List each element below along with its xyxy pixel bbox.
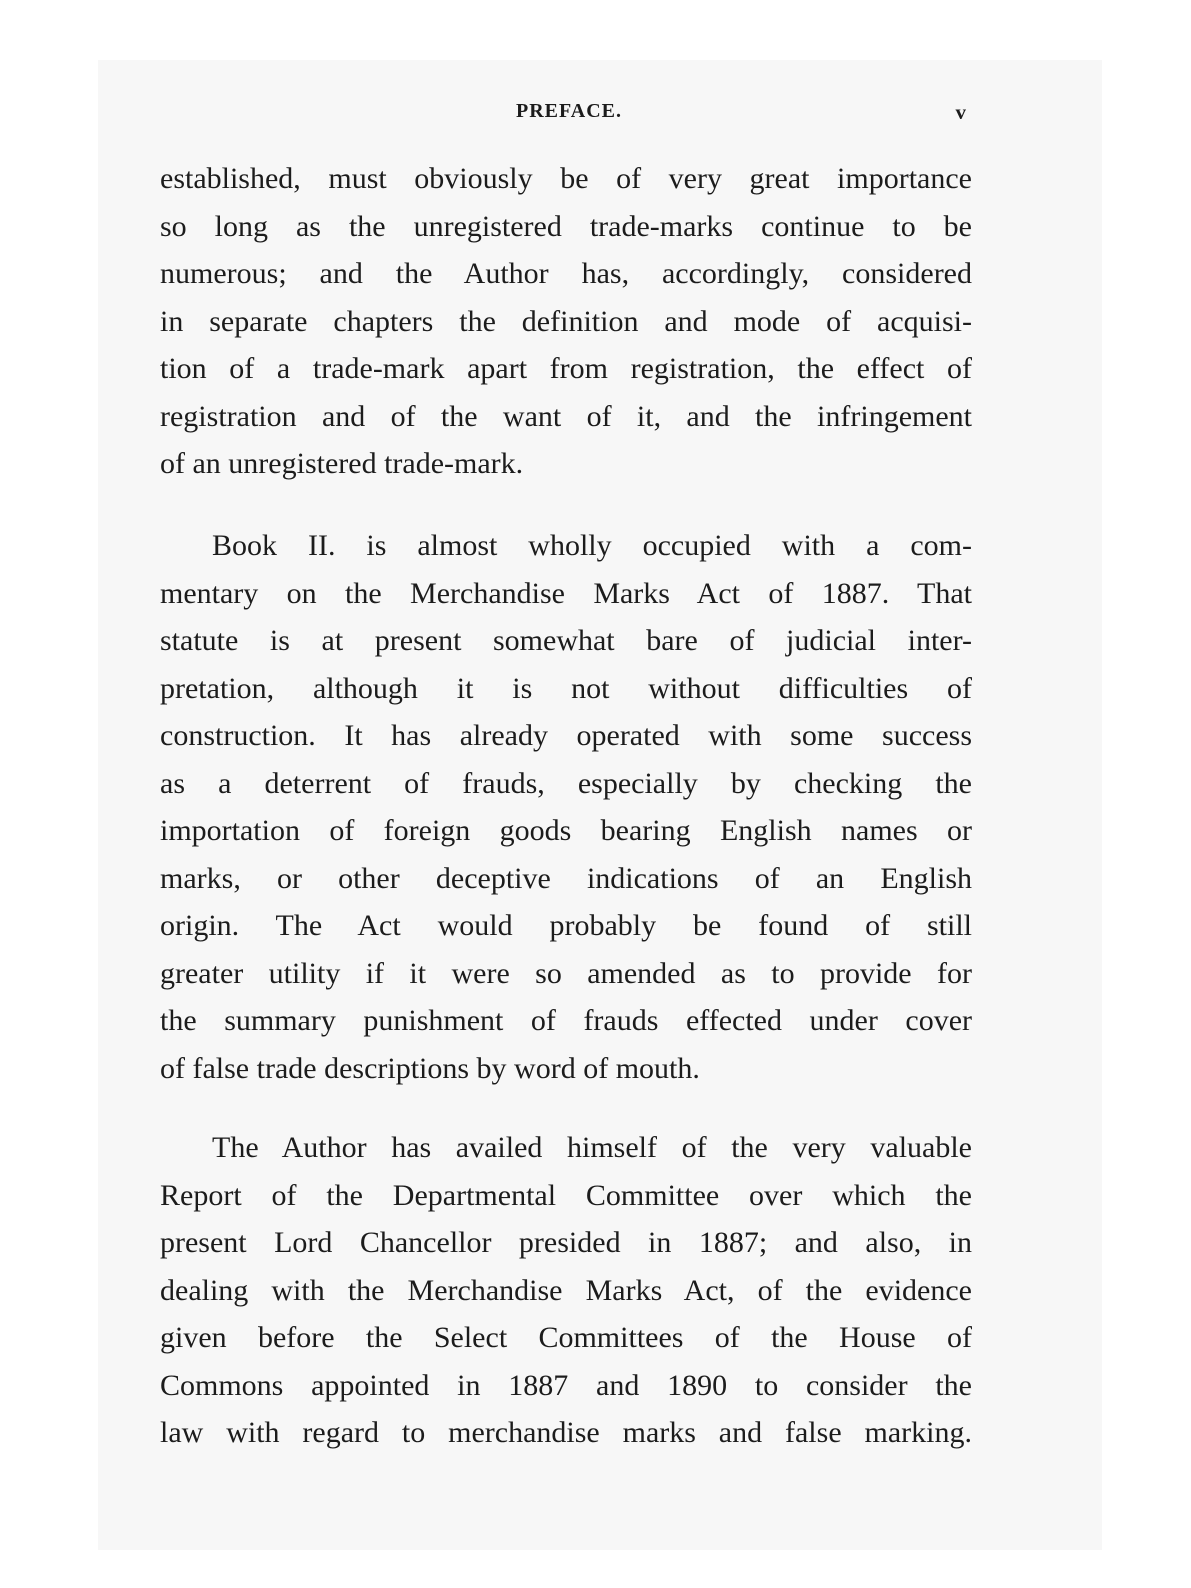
running-head — [160, 100, 978, 130]
page-number: v — [955, 100, 966, 124]
text-line: established, must obviously be of very great importance — [160, 162, 972, 195]
running-title: PREFACE. — [516, 100, 622, 122]
text-line: given before the Select Committees of the House of — [160, 1321, 972, 1354]
text-line: greater utility if it were so amended as to provide for — [160, 956, 972, 990]
text-line: origin. The Act would probably be found of still — [160, 909, 972, 942]
text-line: mentary on the Merchandise Marks Act of 1887. That — [160, 576, 972, 610]
text-line: statute is at present somewhat bare of judicial inter- — [160, 624, 972, 657]
text-line: The Author has availed himself of the very valuable — [212, 1131, 972, 1164]
text-line: law with regard to merchandise marks and false marking. — [160, 1416, 972, 1449]
text-line: tion of a trade-mark apart from registration, the effect of — [160, 352, 972, 385]
text-line: of an unregistered trade-mark. — [160, 447, 524, 480]
text-line: registration and of the want of it, and the infringement — [160, 399, 972, 433]
text-line: pretation, although it is not without difficulties of — [160, 671, 972, 705]
text-line: marks, or other deceptive indications of an English — [160, 861, 972, 895]
text-line: Commons appointed in 1887 and 1890 to consider the — [160, 1368, 972, 1402]
text-line: importation of foreign goods bearing English names or — [160, 814, 972, 847]
text-line: of false trade descriptions by word of mouth. — [160, 1051, 700, 1085]
text-line: Book II. is almost wholly occupied with a com- — [212, 529, 972, 562]
text-line: dealing with the Merchandise Marks Act, of the evidence — [160, 1273, 972, 1307]
text-line: construction. It has already operated with some success — [160, 719, 972, 752]
text-line: so long as the unregistered trade-marks continue to be — [160, 209, 972, 243]
paragraph-continuation — [160, 155, 972, 488]
paragraph-book-two — [160, 522, 972, 1092]
text-line: present Lord Chancellor presided in 1887; and also, in — [160, 1226, 972, 1259]
text-line: as a deterrent of frauds, especially by checking the — [160, 766, 972, 800]
text-line: Report of the Departmental Committee over which the — [160, 1178, 972, 1212]
paragraph-acknowledgements — [160, 1124, 972, 1457]
text-line: numerous; and the Author has, accordingly, considered — [160, 257, 972, 290]
text-line: in separate chapters the definition and mode of acquisi- — [160, 304, 972, 338]
text-line: the summary punishment of frauds effected under cover — [160, 1004, 972, 1037]
